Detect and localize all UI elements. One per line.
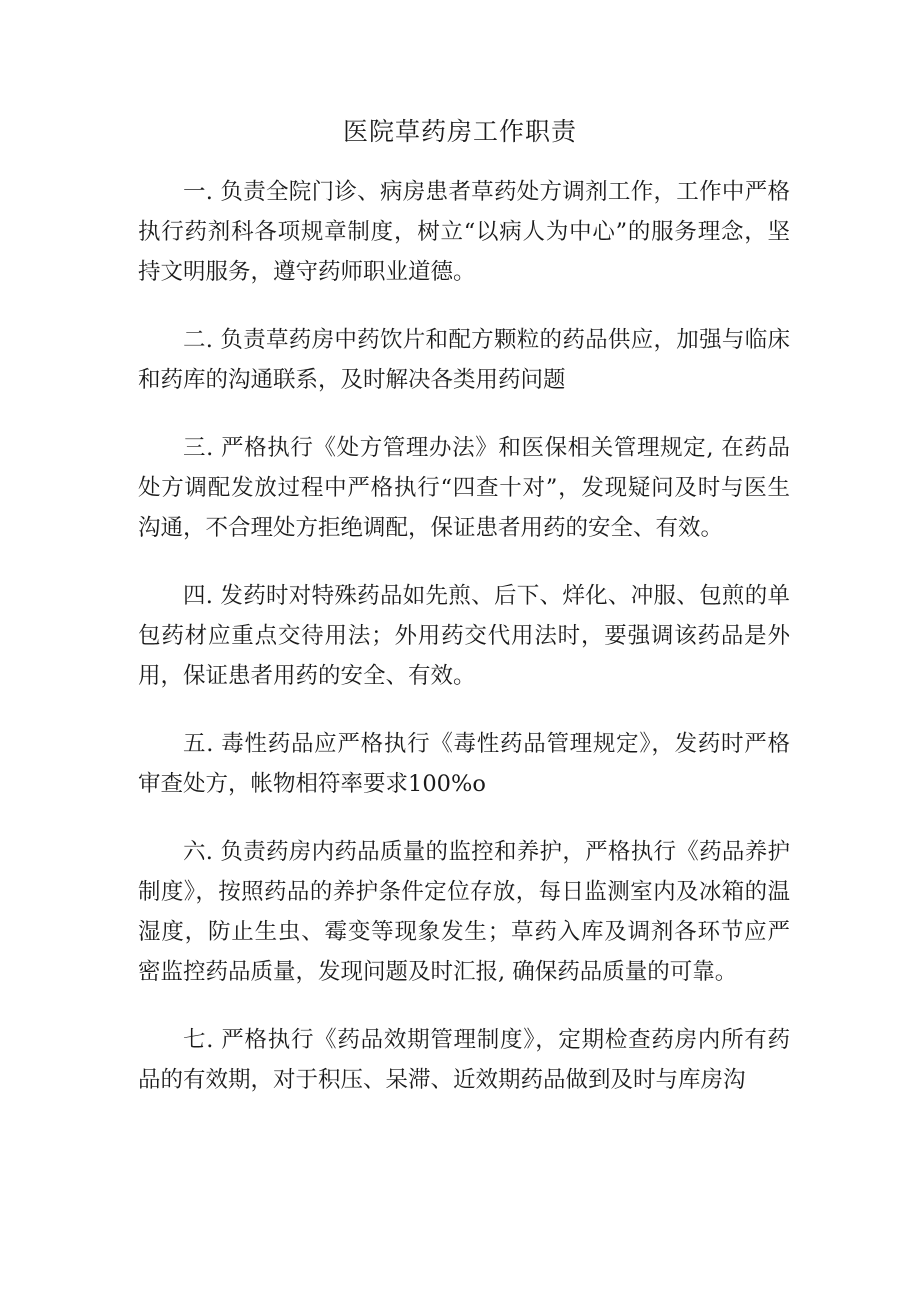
paragraph-6: 六. 负责药房内药品质量的监控和养护，严格执行《药品养护制度》，按照药品的养护条件定位存放，每日监测室内及冰箱的温湿度，防止生虫、霉变等现象发生；草药入库及调剂各环节应严密监控药品质量，发现问题及时汇报, 确保药品质量的可靠。 bbox=[138, 839, 790, 985]
paragraph-7: 七. 严格执行《药品效期管理制度》，定期检查药房内所有药品的有效期，对于积压、呆滞、近效期药品做到及时与库房沟 bbox=[138, 1027, 790, 1093]
document-body bbox=[138, 172, 790, 1128]
paragraph-5: 五. 毒性药品应严格执行《毒性药品管理规定》，发药时严格审查处方，帐物相符率要求100%o bbox=[138, 731, 790, 797]
paragraph-4: 四. 发药时对特殊药品如先煎、后下、烊化、冲服、包煎的单包药材应重点交待用法；外用药交代用法时，要强调该药品是外用，保证患者用药的安全、有效。 bbox=[138, 583, 790, 689]
paragraph-3: 三. 严格执行《处方管理办法》和医保相关管理规定, 在药品处方调配发放过程中严格执行“四查十对”，发现疑问及时与医生沟通，不合理处方拒绝调配，保证患者用药的安全、有效。 bbox=[138, 435, 790, 541]
paragraph-1: 一. 负责全院门诊、病房患者草药处方调剂工作，工作中严格执行药剂科各项规章制度，树立“以病人为中心”的服务理念，坚持文明服务，遵守药师职业道德。 bbox=[138, 179, 790, 285]
paragraph-2: 二. 负责草药房中药饮片和配方颗粒的药品供应，加强与临床和药库的沟通联系，及时解决各类用药问题 bbox=[138, 327, 790, 393]
document-title: 医院草药房工作职责 bbox=[342, 117, 577, 146]
